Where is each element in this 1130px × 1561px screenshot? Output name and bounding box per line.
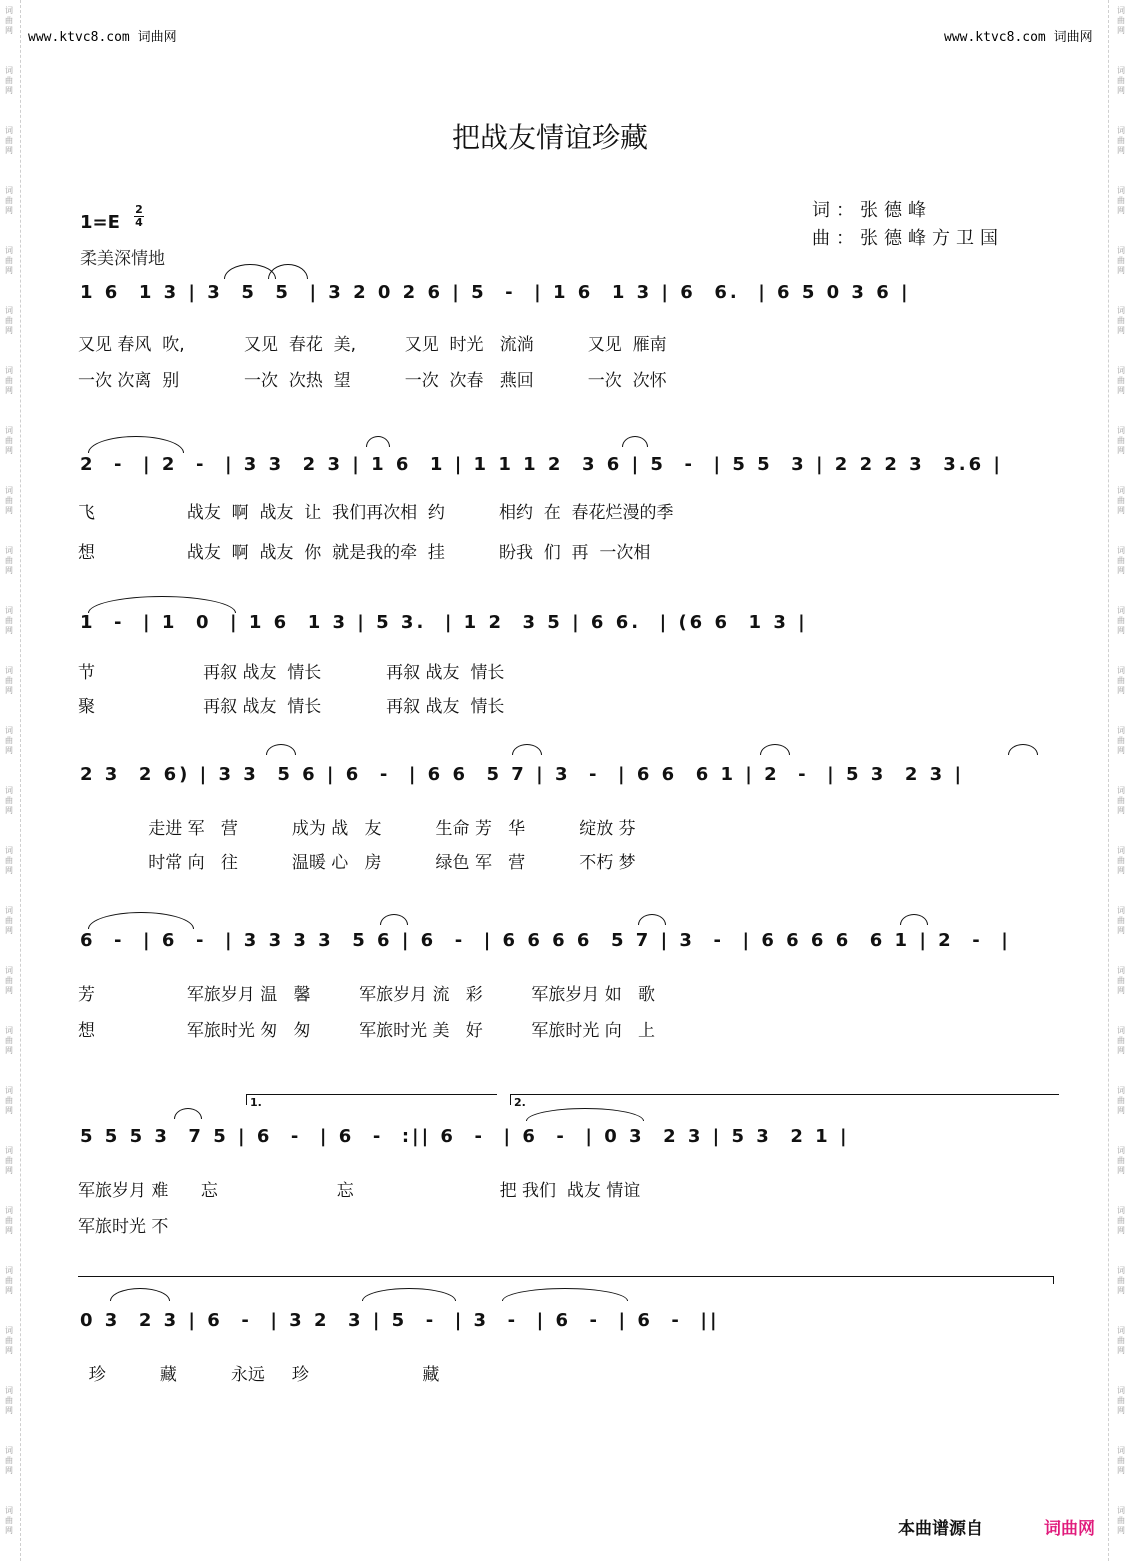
lyric-verse-1: 节 再叙 战友 情长 再叙 战友 情长 bbox=[78, 663, 505, 683]
lyric-verse-1: 军旅岁月 难 忘 忘 把 我们 战友 情谊 bbox=[78, 1181, 641, 1201]
left-dashed-border bbox=[20, 0, 21, 1561]
slur bbox=[266, 744, 296, 755]
lyricist-credit: 词：张德峰 bbox=[812, 200, 932, 221]
notation-line: 6 - | 6 - | 3 3 3 3 5 6 | 6 - | 6 6 6 6 5 7 | 3 - | 6 6 6 6 6 1 | 2 - | bbox=[80, 930, 1011, 951]
right-side-watermark: 词 曲 网 词 曲 网 词 曲 网 词 曲 网 词 曲 网 词 曲 网 词 曲 网 词 曲 网 词 曲 网 词 曲 网 词 曲 网 词 曲 网 词 曲 网 词 曲 网 词 曲 网 词 曲 网 词 曲 网 词 曲 网 词 曲 网 词 曲 网 词 曲 网 词 曲 网 词 曲 网 词 曲 网 词 曲 网 词 曲 网 bbox=[1117, 6, 1125, 1535]
second-ending-label: 2. bbox=[514, 1096, 526, 1109]
slur bbox=[380, 914, 408, 925]
first-ending-label: 1. bbox=[250, 1096, 262, 1109]
site-url-left[interactable]: www.ktvc8.com 词曲网 bbox=[28, 30, 177, 45]
tie bbox=[88, 596, 236, 613]
notation-line: 5 5 5 3 7 5 | 6 - | 6 - :|| 6 - | 6 - | 0 3 2 3 | 5 3 2 1 | bbox=[80, 1126, 850, 1147]
tie bbox=[88, 912, 194, 929]
slur bbox=[900, 914, 928, 925]
tie-line-end bbox=[1053, 1276, 1054, 1284]
slur bbox=[638, 914, 666, 925]
lyric-verse-2: 想 军旅时光 匆 匆 军旅时光 美 好 军旅时光 向 上 bbox=[78, 1021, 655, 1041]
lyric-verse-1: 飞 战友 啊 战友 让 我们再次相 约 相约 在 春花烂漫的季 bbox=[78, 503, 674, 523]
lyric-verse-1: 又见 春风 吹, 又见 春花 美, 又见 时光 流淌 又见 雁南 bbox=[78, 335, 667, 355]
composer-credit: 曲：张德峰方卫国 bbox=[812, 228, 1004, 249]
slur bbox=[622, 436, 648, 447]
song-title: 把战友情谊珍藏 bbox=[452, 121, 649, 154]
slur bbox=[362, 1288, 456, 1301]
tie-line bbox=[78, 1276, 1054, 1277]
slur bbox=[512, 744, 542, 755]
time-signature-top: 2 bbox=[135, 203, 143, 216]
slur bbox=[268, 264, 308, 279]
tie bbox=[526, 1108, 644, 1121]
slur bbox=[174, 1108, 202, 1119]
tie bbox=[502, 1288, 628, 1301]
second-ending-bracket bbox=[510, 1094, 1059, 1105]
time-signature-bottom: 4 bbox=[135, 216, 143, 229]
tempo-marking: 柔美深情地 bbox=[80, 249, 165, 269]
lyric-verse-2: 一次 次离 别 一次 次热 望 一次 次春 燕回 一次 次怀 bbox=[78, 371, 667, 391]
time-signature bbox=[134, 204, 144, 229]
lyric-verse-1: 走进 军 营 成为 战 友 生命 芳 华 绽放 芬 bbox=[78, 819, 636, 839]
notation-line: 0 3 2 3 | 6 - | 3 2 3 | 5 - | 3 - | 6 - | 6 - || bbox=[80, 1310, 720, 1331]
lyric-verse-2: 军旅时光 不 bbox=[78, 1217, 169, 1237]
notation-line: 2 3 2 6) | 3 3 5 6 | 6 - | 6 6 5 7 | 3 - | 6 6 6 1 | 2 - | 5 3 2 3 | bbox=[80, 764, 965, 785]
slur bbox=[110, 1288, 170, 1301]
right-dashed-border bbox=[1108, 0, 1109, 1561]
left-side-watermark: 词 曲 网 词 曲 网 词 曲 网 词 曲 网 词 曲 网 词 曲 网 词 曲 网 词 曲 网 词 曲 网 词 曲 网 词 曲 网 词 曲 网 词 曲 网 词 曲 网 词 曲 网 词 曲 网 词 曲 网 词 曲 网 词 曲 网 词 曲 网 词 曲 网 词 曲 网 词 曲 网 词 曲 网 词 曲 网 词 曲 网 bbox=[5, 6, 13, 1535]
lyric-verse-2: 聚 再叙 战友 情长 再叙 战友 情长 bbox=[78, 697, 505, 717]
notation-line: 2 - | 2 - | 3 3 2 3 | 1 6 1 | 1 1 1 2 3 6 | 5 - | 5 5 3 | 2 2 2 3 3.6 | bbox=[80, 454, 1003, 475]
site-url-right[interactable]: www.ktvc8.com 词曲网 bbox=[944, 30, 1093, 45]
first-ending-bracket bbox=[246, 1094, 497, 1105]
notation-line: 1 - | 1 0 | 1 6 1 3 | 5 3. | 1 2 3 5 | 6 6. | (6 6 1 3 | bbox=[80, 612, 808, 633]
slur bbox=[760, 744, 790, 755]
footer-source-site[interactable]: 词曲网 bbox=[1044, 1519, 1095, 1539]
key-signature: 1=E bbox=[80, 212, 120, 233]
lyric-verse-2: 时常 向 往 温暖 心 房 绿色 军 营 不朽 梦 bbox=[78, 853, 636, 873]
slur bbox=[366, 436, 390, 447]
tie bbox=[88, 436, 184, 453]
lyric-verse-1: 芳 军旅岁月 温 馨 军旅岁月 流 彩 军旅岁月 如 歌 bbox=[78, 985, 655, 1005]
slur bbox=[1008, 744, 1038, 755]
footer-source-label: 本曲谱源自 bbox=[898, 1519, 983, 1539]
lyric-verse-2: 想 战友 啊 战友 你 就是我的牵 挂 盼我 们 再 一次相 bbox=[78, 543, 651, 563]
lyric-verse-1: 珍 藏 永远 珍 藏 bbox=[78, 1365, 440, 1385]
notation-line: 1 6 1 3 | 3 5 5 | 3 2 0 2 6 | 5 - | 1 6 1 3 | 6 6. | 6 5 0 3 6 | bbox=[80, 282, 911, 303]
